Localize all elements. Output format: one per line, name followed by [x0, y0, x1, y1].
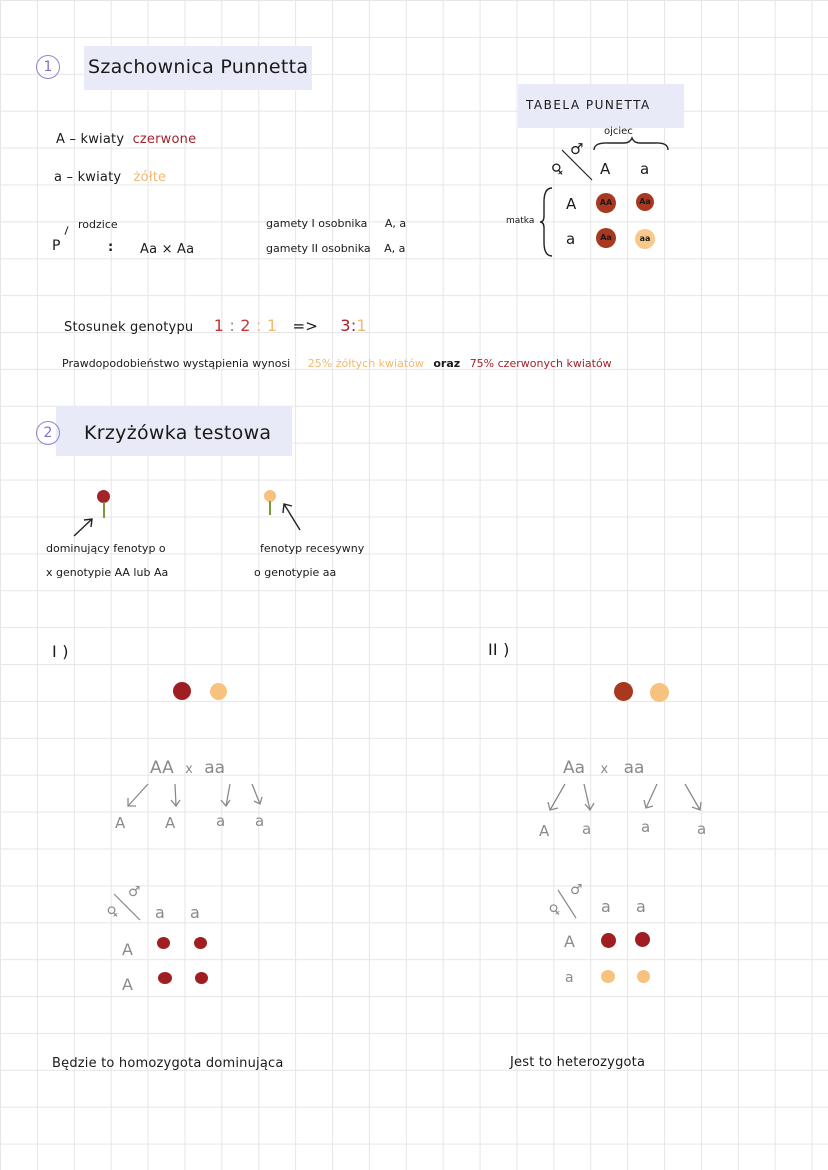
probability-red: 75% czerwonych kwiatów	[469, 357, 612, 370]
case-I-label: I )	[52, 642, 69, 661]
parents-superscript: rodzice	[78, 218, 118, 231]
case-I-cell-dot	[195, 972, 208, 984]
case-II-dominant-dot	[614, 682, 633, 701]
case-II-row-header-1: A	[564, 932, 575, 951]
ratio-row	[64, 316, 367, 335]
case-II-gamete-arrows	[540, 782, 710, 816]
case-II-cross	[563, 758, 644, 778]
arrow-to-dominant-icon	[72, 516, 96, 538]
male-symbol: ♂	[570, 140, 584, 158]
case-II-cell-dot	[601, 970, 615, 983]
colon: :	[108, 240, 114, 255]
legend-dominant	[56, 132, 196, 147]
word: kwiaty	[77, 170, 122, 185]
dominant-flower-stem	[103, 502, 105, 518]
case-II-male-symbol: ♂	[570, 882, 583, 898]
case-II-female-symbol: ♀	[546, 900, 565, 920]
punnett-row-header-1: A	[566, 195, 577, 213]
legend-recessive	[54, 170, 166, 185]
ratio-part: :	[229, 316, 235, 335]
case-II-gamete-3: a	[641, 818, 651, 836]
case-I-gamete-arrows	[120, 782, 270, 812]
gametes-value: A, a	[384, 242, 406, 255]
punnett-cell-Aa-bottom: Aa	[596, 228, 616, 248]
cross-right: aa	[204, 758, 226, 778]
dash: –	[69, 132, 77, 147]
case-II-gamete-2: a	[582, 820, 592, 838]
case-I-row-header-2: A	[122, 975, 133, 994]
gametes-value: A, a	[384, 217, 407, 230]
punnett-title: TABELA PUNETTA	[526, 98, 651, 112]
punnett-cell-Aa-top: Aa	[636, 193, 654, 211]
ratio-part: :	[255, 316, 262, 335]
gametes-row-2	[266, 242, 405, 255]
caption-right-line2: o genotypie aa	[254, 566, 337, 579]
case-I-gamete-1: A	[115, 814, 126, 832]
case-II-col-header-1: a	[601, 897, 611, 916]
ratio-part: 1	[356, 316, 367, 335]
probability-yellow: 25% żółtych kwiatów	[307, 357, 424, 370]
gametes-label: gamety II osobnika	[266, 242, 371, 255]
gametes-label: gamety I osobnika	[266, 217, 368, 230]
superscript-tick	[64, 226, 68, 235]
case-I-cell-dot	[157, 937, 170, 949]
case-I-cross	[150, 758, 225, 778]
probability-connector: oraz	[433, 357, 461, 370]
recessive-flower-stem	[269, 501, 271, 515]
ratio-part: 1	[213, 316, 225, 335]
case-I-dominant-dot	[173, 682, 191, 700]
case-II-gamete-4: a	[697, 820, 707, 838]
ratio-arrow: =>	[292, 317, 319, 335]
case-I-cell-dot	[158, 972, 172, 984]
ratio-part: 3	[340, 316, 351, 335]
case-I-conclusion: Będzie to homozygota dominująca	[52, 1056, 284, 1071]
punnett-col-header-1: A	[600, 160, 611, 178]
punnett-col-header-2: a	[640, 160, 650, 178]
phenotype-ratio	[340, 316, 366, 335]
arrow-to-recessive-icon	[280, 500, 304, 532]
punnett-cell-AA: AA	[596, 193, 616, 213]
cross-x: x	[600, 762, 609, 777]
cross-left: Aa	[563, 758, 586, 778]
parents-cross: Aa × Aa	[140, 242, 195, 257]
case-II-label: II )	[488, 640, 510, 659]
allele: a	[54, 170, 63, 185]
section1-title: Szachownica Punnetta	[88, 56, 309, 78]
case-I-gamete-2: A	[165, 814, 176, 832]
cross-left: AA	[150, 758, 174, 778]
ratio-part: :	[350, 316, 357, 335]
case-I-gamete-4: a	[255, 812, 265, 830]
case-II-cell-dot	[601, 933, 616, 948]
color-word: żółte	[133, 170, 167, 185]
section2-number-badge: 2	[36, 421, 60, 445]
parents-label: P	[52, 238, 61, 254]
mother-brace	[540, 186, 554, 258]
case-II-recessive-dot	[650, 683, 669, 702]
case-II-row-header-2: a	[565, 970, 574, 986]
case-I-male-symbol: ♂	[128, 884, 141, 900]
case-I-cell-dot	[194, 937, 207, 949]
punnett-cell-aa: aa	[635, 229, 655, 249]
word: kwiaty	[80, 132, 125, 147]
dash: –	[66, 170, 74, 185]
cross-x: x	[185, 762, 193, 777]
caption-right-line1: fenotyp recesywny	[260, 542, 365, 555]
section2-title: Krzyżówka testowa	[84, 422, 272, 444]
case-I-female-symbol: ♀	[104, 902, 123, 922]
section1-number-badge: 1	[36, 55, 60, 79]
allele: A	[56, 132, 66, 147]
case-I-col-header-2: a	[190, 903, 200, 922]
ratio-label: Stosunek genotypu	[64, 320, 194, 335]
case-II-conclusion: Jest to heterozygota	[510, 1055, 646, 1070]
case-II-col-header-2: a	[636, 897, 646, 916]
genotype-ratio	[214, 316, 283, 335]
probability-label: Prawdopodobieństwo wystąpienia wynosi	[62, 357, 291, 370]
case-I-row-header-1: A	[122, 940, 133, 959]
caption-left-line1: dominujący fenotyp o	[46, 542, 166, 555]
color-word: czerwone	[132, 132, 197, 147]
punnett-row-header-2: a	[566, 230, 576, 248]
caption-left-line2: x genotypie AA lub Aa	[46, 566, 169, 579]
case-I-recessive-dot	[210, 683, 227, 700]
cross-right: aa	[623, 758, 645, 778]
mother-label: matka	[506, 216, 535, 226]
case-II-cell-dot	[635, 932, 650, 947]
father-brace	[592, 138, 672, 152]
case-II-cell-dot	[637, 970, 650, 983]
female-symbol: ♀	[547, 158, 568, 180]
case-I-gamete-3: a	[216, 812, 226, 830]
ratio-part: 2	[240, 316, 251, 335]
ratio-part: 1	[266, 316, 278, 335]
father-label: ojciec	[604, 126, 633, 137]
case-I-col-header-1: a	[155, 903, 165, 922]
case-II-gamete-1: A	[539, 822, 550, 840]
probability-row	[62, 357, 612, 370]
gametes-row-1	[266, 217, 406, 230]
